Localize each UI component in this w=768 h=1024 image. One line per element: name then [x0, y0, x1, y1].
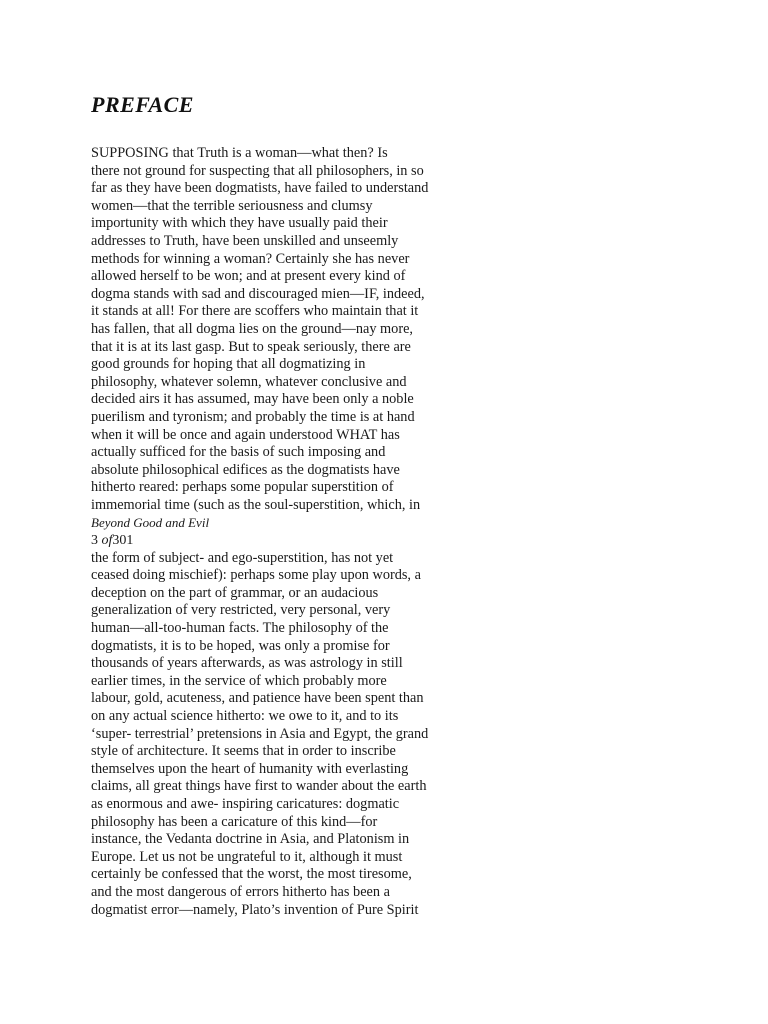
text-line: hitherto reared: perhaps some popular superstition of	[91, 479, 394, 496]
text-line: there not ground for suspecting that all philosophers, in so	[91, 162, 424, 179]
text-line: earlier times, in the service of which probably more	[91, 672, 387, 689]
text-line: ‘super- terrestrial’ pretensions in Asia and Egypt, the grand	[91, 725, 429, 742]
text-line: good grounds for hoping that all dogmatizing in	[91, 356, 366, 373]
text-line: themselves upon the heart of humanity with everlasting	[91, 760, 409, 777]
text-line: labour, gold, acuteness, and patience have been spent than	[91, 690, 424, 707]
text-line: ceased doing mischief): perhaps some play upon words, a	[91, 567, 421, 584]
page-number-total: 301	[112, 533, 134, 549]
text-line: SUPPOSING that Truth is a woman—what then? Is	[91, 145, 388, 161]
text-line: dogmatists, it is to be hoped, was only a promise for	[91, 637, 390, 654]
paragraph-before-break	[91, 145, 451, 514]
running-head: Beyond Good and Evil	[91, 515, 210, 531]
text-line: the form of subject- and ego-superstition, has not yet	[91, 549, 394, 566]
text-line: claims, all great things have first to wander about the earth	[91, 778, 427, 795]
text-line: human—all-too-human facts. The philosophy of the	[91, 620, 389, 637]
text-line: actually sufficed for the basis of such imposing and	[91, 444, 386, 461]
body-text	[91, 145, 451, 919]
text-line: generalization of very restricted, very personal, very	[91, 602, 391, 619]
text-line: dogmatist error—namely, Plato’s invention of Pure Spirit	[91, 901, 419, 918]
page-number-current: 3	[91, 533, 98, 549]
text-line: deception on the part of grammar, or an audacious	[91, 584, 379, 601]
page-title: PREFACE	[91, 92, 194, 117]
text-line: thousands of years afterwards, as was astrology in still	[91, 655, 403, 672]
text-line: decided airs it has assumed, may have been only a noble	[91, 391, 414, 408]
text-line: when it will be once and again understood WHAT has	[91, 426, 400, 443]
text-line: dogma stands with sad and discouraged mien—IF, indeed,	[91, 285, 425, 302]
text-line: women—that the terrible seriousness and clumsy	[91, 197, 373, 214]
text-line: allowed herself to be won; and at present every kind of	[91, 268, 406, 285]
text-line: absolute philosophical edifices as the dogmatists have	[91, 461, 400, 478]
text-line: Europe. Let us not be ungrateful to it, although it must	[91, 848, 403, 865]
text-line: methods for winning a woman? Certainly she has never	[91, 250, 410, 267]
text-line: philosophy has been a caricature of this kind—for	[91, 813, 378, 830]
text-line: certainly be confessed that the worst, the most tiresome,	[91, 866, 412, 883]
text-line: puerilism and tyronism; and probably the time is at hand	[91, 408, 415, 425]
text-line: immemorial time (such as the soul-superstition, which, in	[91, 496, 421, 513]
paragraph-after-break	[91, 550, 451, 919]
text-line: it stands at all! For there are scoffers who maintain that it	[91, 303, 419, 320]
text-line: instance, the Vedanta doctrine in Asia, and Platonism in	[91, 831, 410, 848]
text-line: that it is at its last gasp. But to speak seriously, there are	[91, 338, 411, 355]
page-number-of: of	[101, 533, 113, 549]
text-line: philosophy, whatever solemn, whatever conclusive and	[91, 373, 407, 390]
text-line: as enormous and awe- inspiring caricatures: dogmatic	[91, 795, 400, 812]
text-line: far as they have been dogmatists, have failed to understand	[91, 180, 429, 197]
text-line: and the most dangerous of errors hitherto has been a	[91, 883, 390, 900]
text-line: addresses to Truth, have been unskilled and unseemly	[91, 232, 399, 249]
text-line: importunity with which they have usually paid their	[91, 215, 388, 232]
text-line: style of architecture. It seems that in order to inscribe	[91, 743, 396, 760]
text-line: on any actual science hitherto: we owe to it, and to its	[91, 708, 399, 724]
page-number	[91, 532, 451, 550]
text-line: has fallen, that all dogma lies on the ground—nay more,	[91, 320, 413, 337]
